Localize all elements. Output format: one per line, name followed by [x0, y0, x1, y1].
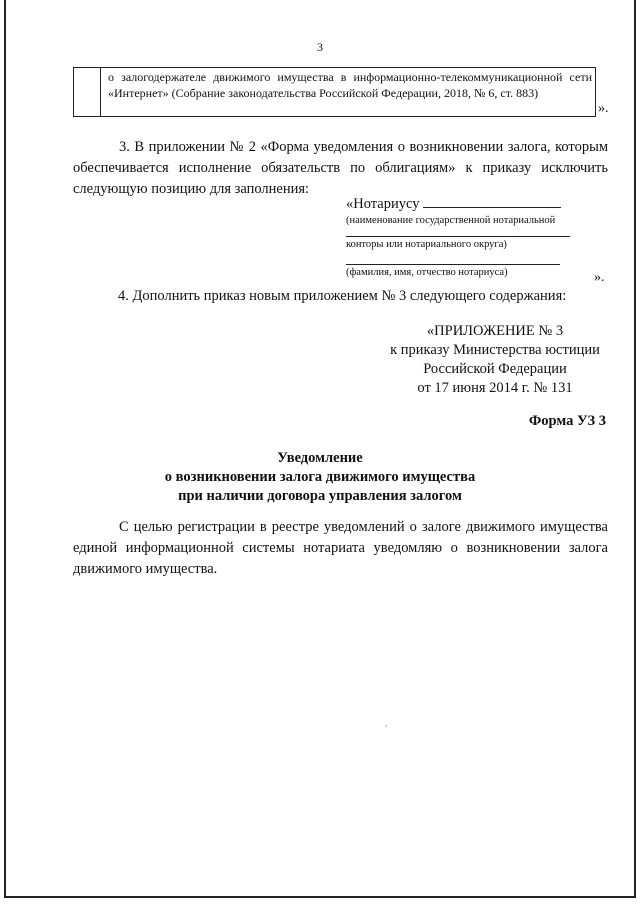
item-4-paragraph: 4. Дополнить приказ новым приложением № 3 следующего содержания: — [118, 288, 567, 304]
appendix-line-4: от 17 июня 2014 г. № 131 — [417, 380, 573, 396]
body-paragraph: С целью регистрации в реестре уведомлений о залоге движимого имущества единой информационной системы нотариата уведомляю о возникновении залога движимого имущества. — [73, 519, 608, 577]
appendix-line-1: «ПРИЛОЖЕНИЕ № 3 — [426, 323, 564, 339]
notary-label: «Нотариусу — [346, 196, 420, 212]
notary-caption-name: (фамилия, имя, отчество нотариуса) — [346, 267, 508, 278]
appendix-header — [380, 322, 610, 398]
title-line-2: о возникновении залога движимого имущества — [164, 469, 476, 485]
appendix-line-3: Российской Федерации — [423, 361, 567, 377]
appendix-line-2: к приказу Министерства юстиции — [390, 342, 600, 358]
scan-mark: ´ — [385, 724, 388, 734]
notary-fill-line — [423, 193, 561, 208]
notary-block — [346, 193, 576, 278]
notary-line-row — [346, 193, 576, 213]
notification-title — [0, 449, 640, 506]
notary-caption-office: (наименование государственной нотариальной — [346, 215, 556, 226]
notary-closing-mark: ». — [594, 270, 605, 285]
notary-rule-1 — [346, 236, 570, 237]
form-code: Форма УЗ 3 — [528, 413, 606, 429]
notary-rule-2 — [346, 264, 560, 265]
table-fragment — [73, 67, 596, 117]
title-line-1: Уведомление — [277, 450, 363, 466]
notary-caption-district: конторы или нотариального округа) — [346, 239, 507, 250]
table-cell-text: о залогодержателе движимого имущества в информационно-телекоммуникационной сети «Интернет» (Собрание законодательства Российской Федерации, 2018, № 6, ст. 883) — [108, 70, 592, 100]
page-number: 3 — [317, 40, 323, 54]
title-line-3: при наличии договора управления залогом — [178, 488, 462, 504]
table-cell-left — [74, 68, 101, 116]
item-3-paragraph: 3. В приложении № 2 «Форма уведомления о возникновении залога, которым обеспечивается исполнение обязательств по облигациям» к приказу исключить следующую позицию для заполнения: — [73, 139, 608, 197]
table-closing-mark: ». — [598, 101, 609, 116]
